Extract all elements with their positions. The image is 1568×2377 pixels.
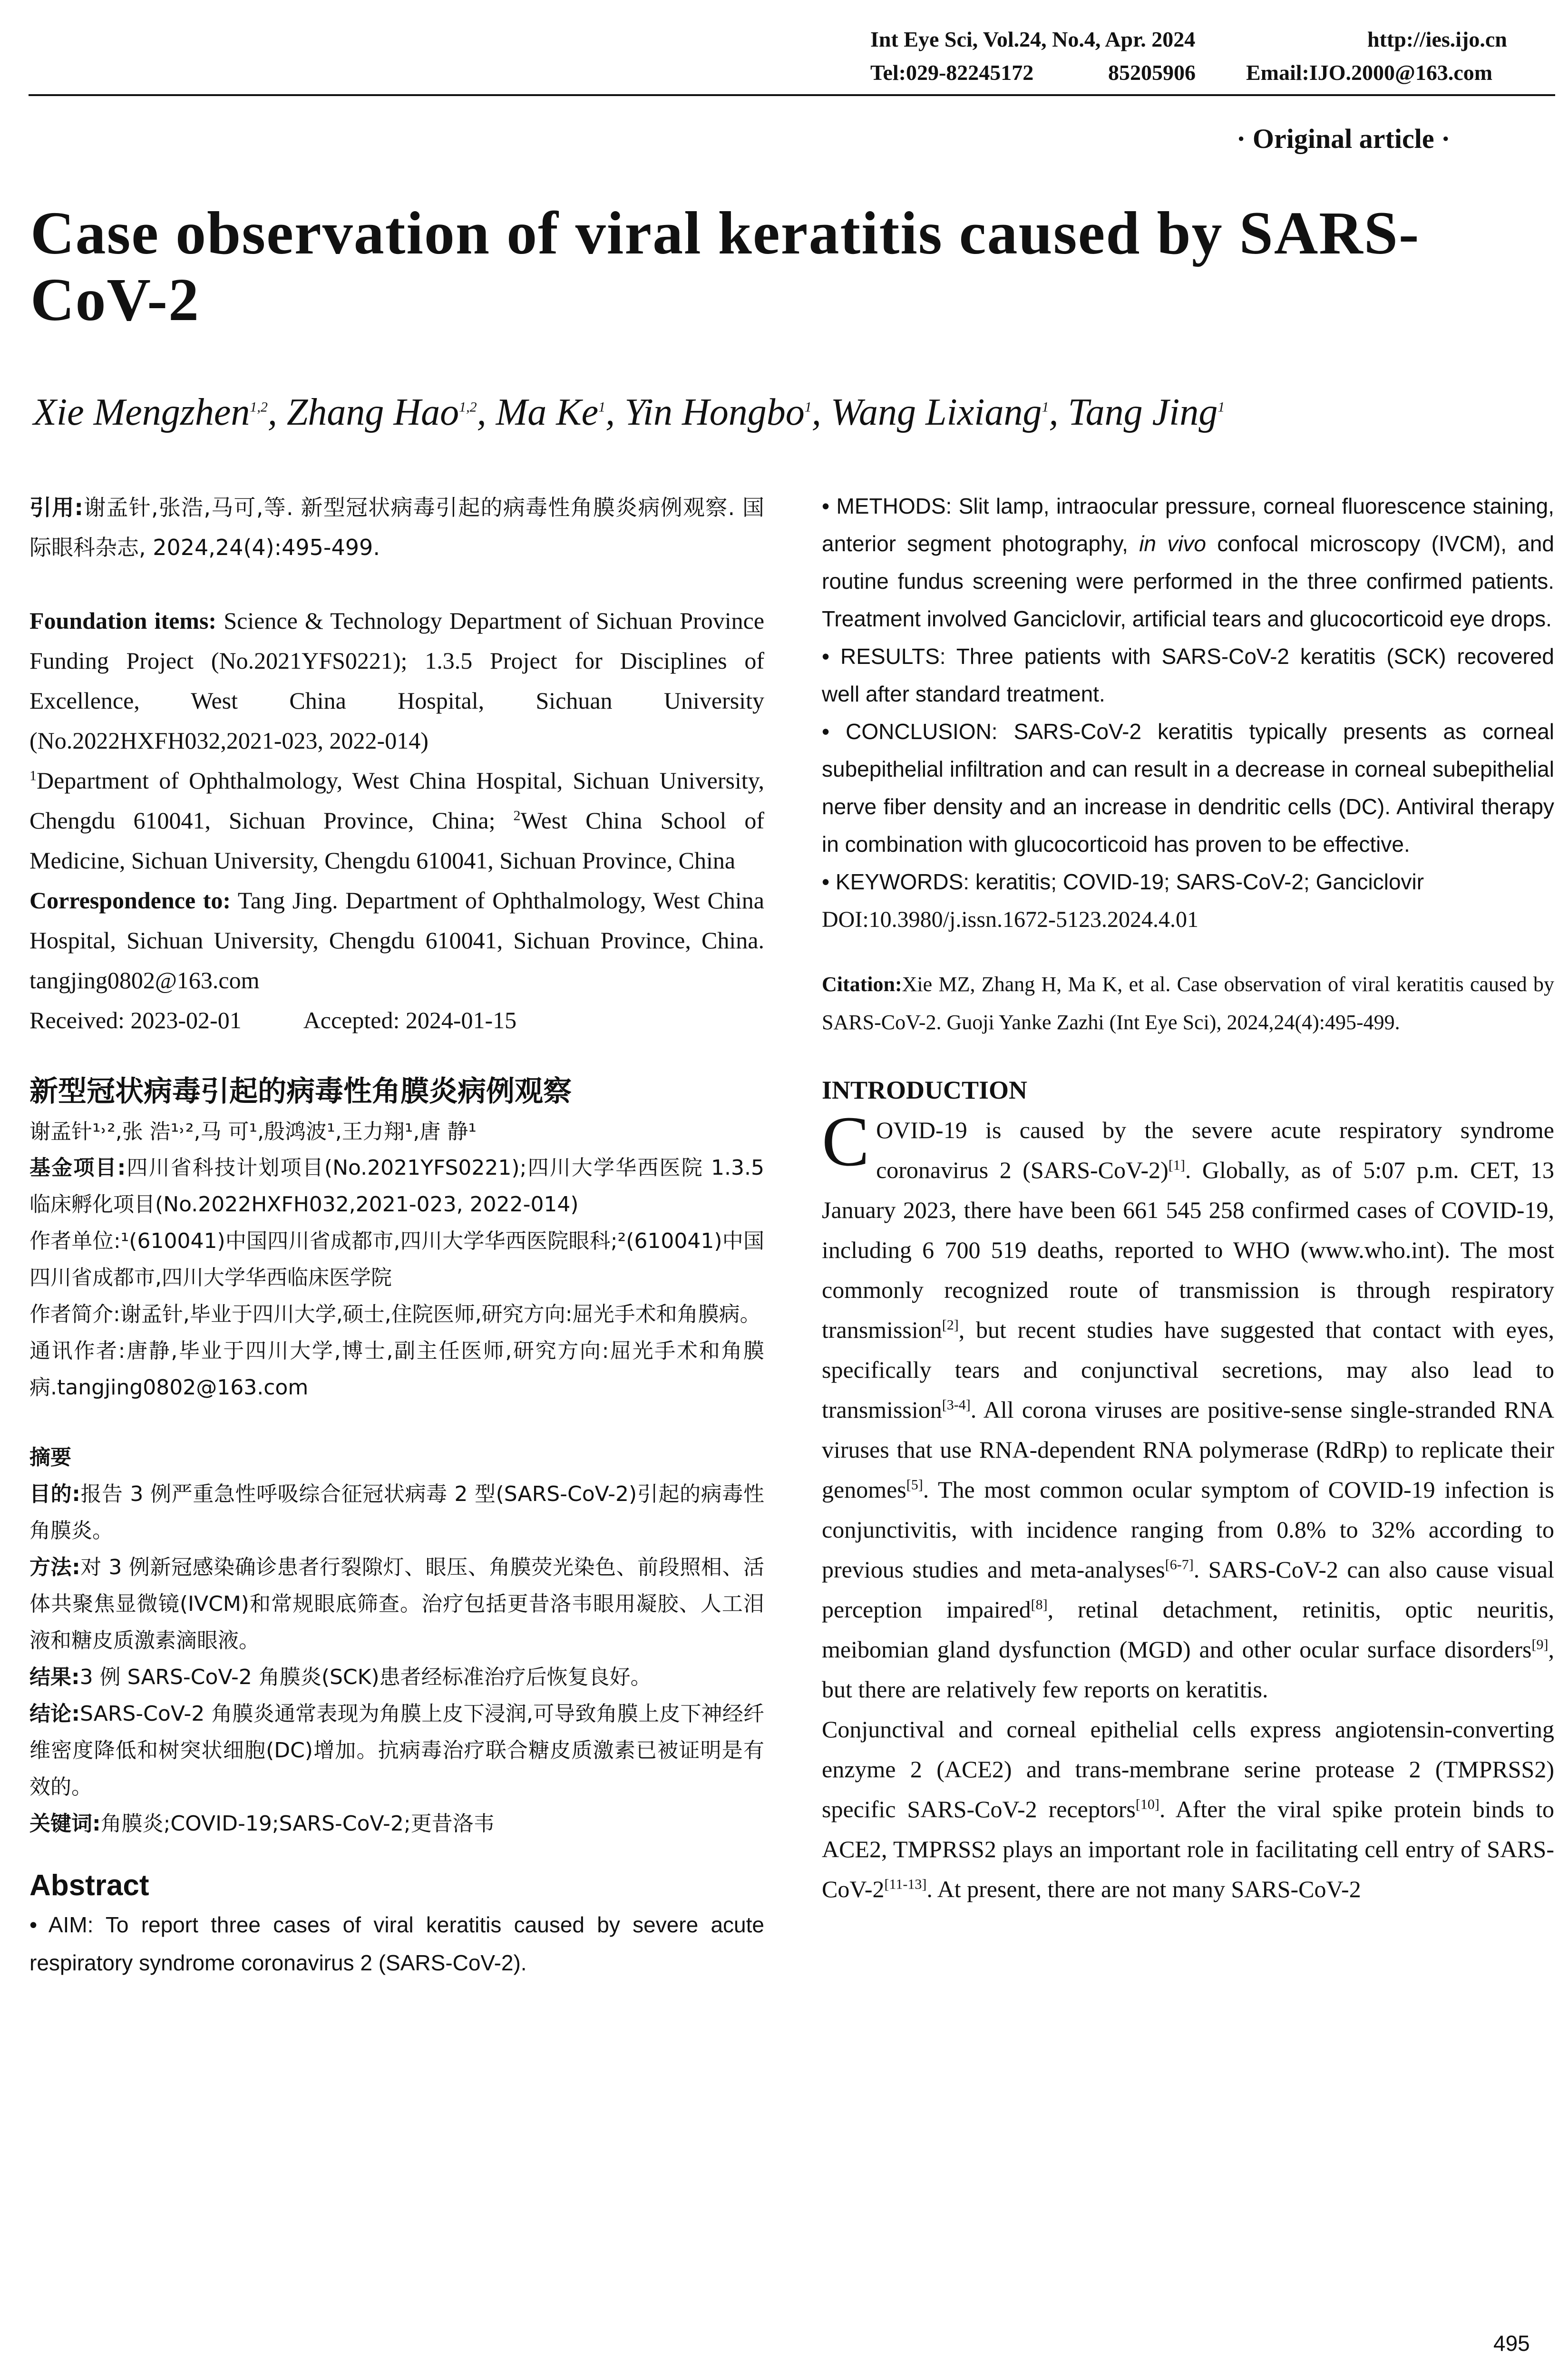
correspondence: Correspondence to: Tang Jing. Department of Ophthalmology, West China Hospital, Sichuan University, Chengdu 610041, Sichuan Province, China. tangjing0802@163.com — [29, 887, 764, 994]
journal-tel: Tel:029-82245172 — [870, 60, 1034, 85]
cn-authors: 谢孟针¹˒²,张 浩¹˒²,马 可¹,殷鸿波¹,王力翔¹,唐 静¹ — [29, 1120, 477, 1144]
left-column — [29, 487, 764, 1982]
cn-aim: 目的:报告 3 例严重急性呼吸综合征冠状病毒 2 型(SARS-CoV-2)引起的病毒性角膜炎。 — [29, 1482, 764, 1543]
drop-cap: C — [822, 1102, 870, 1181]
received-accepted: Received: 2023-02-01 Accepted: 2024-01-15 — [29, 1007, 517, 1033]
abstract-heading: Abstract — [29, 1869, 149, 1902]
abstract-aim: • AIM: To report three cases of viral keratitis caused by severe acute respiratory syndrome coronavirus 2 (SARS-CoV-2). — [29, 1912, 764, 1975]
paper-title: Case observation of viral keratitis caused by SARS-CoV-2 — [30, 199, 1420, 333]
author: Yin Hongbo$^1$ — [624, 391, 812, 433]
cn-abstract-heading: 摘要 — [29, 1445, 71, 1470]
author: Wang Lixiang$^1$ — [830, 391, 1049, 433]
intro-heading: INTRODUCTION — [822, 1076, 1028, 1104]
running-header — [870, 25, 1555, 88]
cn-title: 新型冠状病毒引起的病毒性角膜炎病例观察 — [29, 1075, 572, 1108]
abstract-conclusion: • CONCLUSION: SARS-CoV-2 keratitis typically presents as corneal subepithelial infiltration and can result in a decrease in corneal subepithelial nerve fiber density and an increase in dendritic cells (DC). Antiviral therapy in combination with glucocorticoid has proven to be effective. — [822, 719, 1554, 857]
cn-bio: 作者简介:谢孟针,毕业于四川大学,硕士,住院医师,研究方向:屈光手术和角膜病。 — [29, 1302, 761, 1326]
affiliations: $^1$Department of Ophthalmology, West China Hospital, Sichuan University, Chengdu 610041, Sichuan Province, China; $^2$West China School of Medicine, Sichuan University, Chengdu 610041, Sichuan Province, China — [29, 767, 764, 874]
article-type: · Original article · — [1237, 123, 1451, 154]
page-number: 495 — [1493, 2331, 1530, 2356]
cn-methods: 方法:对 3 例新冠感染确诊患者行裂隙灯、眼压、角膜荧光染色、前段照相、活体共聚焦显微镜(IVCM)和常规眼底筛查。治疗包括更昔洛韦眼用凝胶、人工泪液和糖皮质激素滴眼液。 — [29, 1555, 764, 1653]
author: Ma Ke$^1$ — [496, 391, 606, 433]
journal-email[interactable]: Email:IJO.2000@163.com — [1246, 60, 1493, 85]
right-column — [822, 487, 1554, 1909]
author: Xie Mengzhen$^{1,2}$ — [33, 391, 268, 433]
cn-results: 结果:3 例 SARS-CoV-2 角膜炎(SCK)患者经标准治疗后恢复良好。 — [29, 1665, 652, 1689]
header-rule — [29, 94, 1555, 96]
intro-paragraph-2: Conjunctival and corneal epithelial cells express angiotensin-converting enzyme 2 (ACE2) and trans-membrane serine protease 2 (TMPRSS2) specific SARS-CoV-2 receptors[10]. After the viral spike protein binds to ACE2, TMPRSS2 plays an important role in facilitating cell entry of SARS-CoV-2[11-13]. At present, there are not many SARS-CoV-2 — [822, 1716, 1554, 1902]
author: Zhang Hao$^{1,2}$ — [286, 391, 477, 433]
journal-url[interactable]: http://ies.ijo.cn — [1367, 27, 1507, 51]
cn-fund: 基金项目:四川省科技计划项目(No.2021YFS0221);四川大学华西医院 1.3.5 临床孵化项目(No.2022HXFH032,2021-023, 2022-014) — [29, 1156, 764, 1217]
cn-corr: 通讯作者:唐静,毕业于四川大学,博士,副主任医师,研究方向:屈光手术和角膜病.tangjing0802@163.com — [29, 1339, 764, 1400]
abstract-keywords: • KEYWORDS: keratitis; COVID-19; SARS-CoV-2; Ganciclovir — [822, 869, 1424, 894]
cite-cn: 引用:谢孟针,张浩,马可,等. 新型冠状病毒引起的病毒性角膜炎病例观察. 国际眼科杂志, 2024,24(4):495-499. — [29, 495, 764, 560]
journal-tel2: 85205906 — [1108, 60, 1196, 85]
abstract-methods: • METHODS: Slit lamp, intraocular pressure, corneal fluorescence staining, anterior segment photography, in vivo confocal microscopy (IVCM), and routine fundus screening were performed in the three confirmed patients. Treatment involved Ganciclovir, artificial tears and glucocorticoid eye drops. — [822, 494, 1555, 631]
citation: Citation:Xie MZ, Zhang H, Ma K, et al. Case observation of viral keratitis caused by SARS-CoV-2. Guoji Yanke Zazhi (Int Eye Sci), 2024,24(4):495-499. — [822, 973, 1554, 1034]
cn-unit: 作者单位:¹(610041)中国四川省成都市,四川大学华西医院眼科;²(610041)中国四川省成都市,四川大学华西临床医学院 — [29, 1229, 764, 1290]
cn-keywords: 关键词:角膜炎;COVID-19;SARS-CoV-2;更昔洛韦 — [29, 1812, 495, 1836]
author-list: Xie Mengzhen$^{1,2}$, Zhang Hao$^{1,2}$, Ma Ke$^1$, Yin Hongbo$^1$, Wang Lixiang$^1$, Tang Jing$^1$ — [33, 391, 1225, 433]
cn-conclusion: 结论:SARS-CoV-2 角膜炎通常表现为角膜上皮下浸润,可导致角膜上皮下神经纤维密度降低和树突状细胞(DC)增加。抗病毒治疗联合糖皮质激素已被证明是有效的。 — [29, 1702, 764, 1799]
intro-paragraph-1: COVID-19 is caused by the severe acute respiratory syndrome coronavirus 2 (SARS-CoV-2)[1]. Globally, as of 5:07 p.m. CET, 13 January 2023, there have been 661 545 258 confirmed cases of COVID-19, including 6 700 519 deaths, reported to WHO (www.who.int). The most commonly recognized route of transmission is through respiratory transmission[2], but recent studies have suggested that contact with eyes, specifically tears and conjunctival secretions, may also lead to transmission[3-4]. All corona viruses are positive-sense single-stranded RNA viruses that use RNA-dependent RNA polymerase (RdRp) to replicate their genomes[5]. The most common ocular symptom of COVID-19 infection is conjunctivitis, with incidence ranging from 0.8% to 32% according to previous studies and meta-analyses[6-7]. SARS-CoV-2 can also cause visual perception impaired[8], retinal detachment, retinitis, optic neuritis, meibomian gland dysfunction (MGD) and other ocular surface disorders[9], but there are relatively few reports on keratitis. — [822, 1102, 1555, 1703]
foundation-items: Foundation items: Science & Technology Department of Sichuan Province Funding Project (No.2021YFS0221); 1.3.5 Project for Disciplines of Excellence, West China Hospital, Sichuan University (No.2022HXFH032,2021-023, 2022-014) — [29, 607, 765, 754]
journal-info: Int Eye Sci, Vol.24, No.4, Apr. 2024 — [870, 27, 1196, 51]
abstract-results: • RESULTS: Three patients with SARS-CoV-2 keratitis (SCK) recovered well after standard treatment. — [822, 644, 1555, 706]
author: Tang Jing$^1$ — [1068, 391, 1225, 433]
doi[interactable]: DOI:10.3980/j.issn.1672-5123.2024.4.01 — [822, 907, 1198, 932]
